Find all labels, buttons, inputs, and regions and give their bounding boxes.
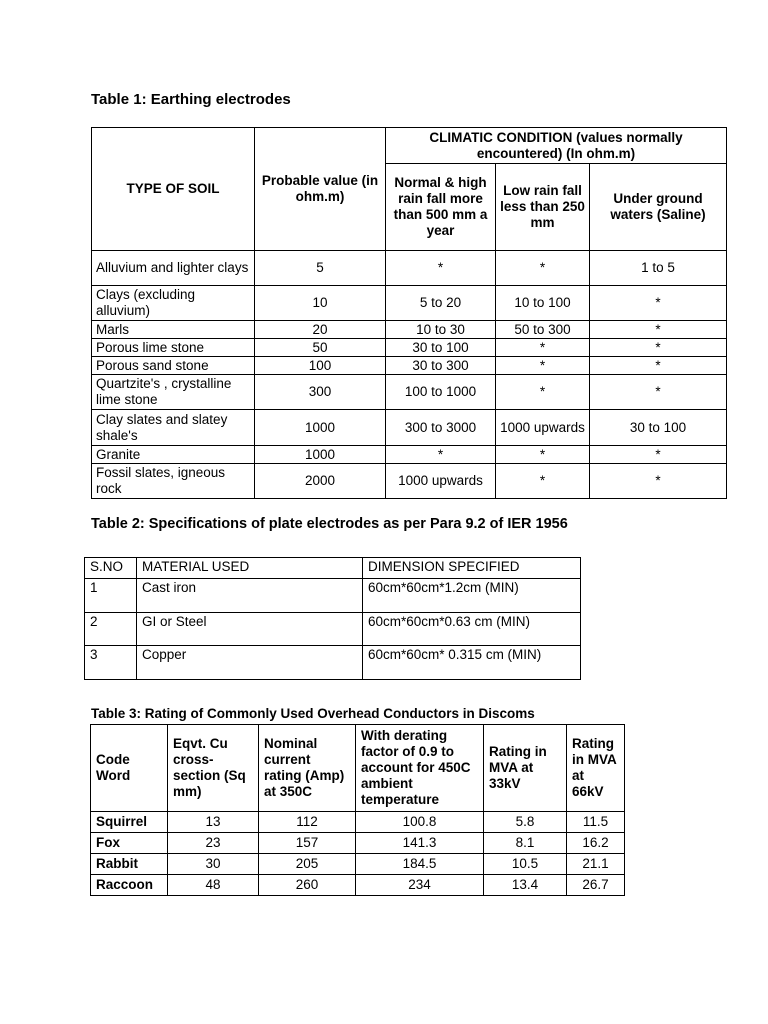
saline-cell: * <box>590 464 727 499</box>
saline-cell: * <box>590 321 727 339</box>
cross-section-cell: 48 <box>168 875 259 896</box>
sno-cell: 2 <box>85 613 137 646</box>
mva-33kv-cell: 13.4 <box>484 875 567 896</box>
table-row <box>92 339 727 357</box>
table-row <box>92 446 727 464</box>
nominal-current-cell: 260 <box>259 875 356 896</box>
table1-title: Table 1: Earthing electrodes <box>91 91 291 108</box>
header-rating-66kv: Rating in MVA at 66kV <box>567 725 625 812</box>
table-row <box>85 646 581 680</box>
probable-cell: 100 <box>255 357 386 375</box>
soil-cell: Quartzite's , crystalline lime stone <box>92 375 255 410</box>
overhead-conductors-table <box>90 724 625 896</box>
derated-current-cell: 234 <box>356 875 484 896</box>
normal-rain-cell: 10 to 30 <box>386 321 496 339</box>
normal-rain-cell: 5 to 20 <box>386 286 496 321</box>
table-row <box>85 579 581 613</box>
header-low-rainfall: Low rain fall less than 250 mm <box>496 164 590 251</box>
derated-current-cell: 100.8 <box>356 812 484 833</box>
mva-33kv-cell: 8.1 <box>484 833 567 854</box>
header-type-of-soil: TYPE OF SOIL <box>92 128 255 251</box>
saline-cell: * <box>590 375 727 410</box>
header-normal-high-rainfall: Normal & high rain fall more than 500 mm a year <box>386 164 496 251</box>
normal-rain-cell: 300 to 3000 <box>386 410 496 446</box>
probable-cell: 50 <box>255 339 386 357</box>
low-rain-cell: * <box>496 375 590 410</box>
header-underground-saline: Under ground waters (Saline) <box>590 164 727 251</box>
code-word-cell: Raccoon <box>91 875 168 896</box>
soil-cell: Granite <box>92 446 255 464</box>
soil-cell: Porous lime stone <box>92 339 255 357</box>
header-probable-value: Probable value (in ohm.m) <box>255 128 386 251</box>
soil-cell: Porous sand stone <box>92 357 255 375</box>
soil-cell: Clay slates and slatey shale's <box>92 410 255 446</box>
header-dimension-specified: DIMENSION SPECIFIED <box>363 558 581 579</box>
code-word-cell: Squirrel <box>91 812 168 833</box>
normal-rain-cell: * <box>386 251 496 286</box>
mva-66kv-cell: 26.7 <box>567 875 625 896</box>
saline-cell: 30 to 100 <box>590 410 727 446</box>
low-rain-cell: 1000 upwards <box>496 410 590 446</box>
sno-cell: 3 <box>85 646 137 680</box>
table-row <box>91 854 625 875</box>
derated-current-cell: 184.5 <box>356 854 484 875</box>
table-row <box>85 613 581 646</box>
dimension-cell: 60cm*60cm* 0.315 cm (MIN) <box>363 646 581 680</box>
table-row <box>92 410 727 446</box>
mva-33kv-cell: 10.5 <box>484 854 567 875</box>
low-rain-cell: 10 to 100 <box>496 286 590 321</box>
cross-section-cell: 13 <box>168 812 259 833</box>
mva-66kv-cell: 11.5 <box>567 812 625 833</box>
probable-cell: 20 <box>255 321 386 339</box>
table3-title: Table 3: Rating of Commonly Used Overhead Conductors in Discoms <box>91 706 535 721</box>
low-rain-cell: * <box>496 251 590 286</box>
low-rain-cell: * <box>496 339 590 357</box>
plate-electrodes-table <box>84 557 581 680</box>
nominal-current-cell: 112 <box>259 812 356 833</box>
saline-cell: * <box>590 357 727 375</box>
header-rating-33kv: Rating in MVA at 33kV <box>484 725 567 812</box>
header-code-word: Code Word <box>91 725 168 812</box>
mva-66kv-cell: 16.2 <box>567 833 625 854</box>
nominal-current-cell: 205 <box>259 854 356 875</box>
table-row <box>91 812 625 833</box>
low-rain-cell: * <box>496 464 590 499</box>
table-row <box>92 321 727 339</box>
mva-66kv-cell: 21.1 <box>567 854 625 875</box>
table-row <box>92 251 727 286</box>
probable-cell: 2000 <box>255 464 386 499</box>
cross-section-cell: 23 <box>168 833 259 854</box>
saline-cell: * <box>590 339 727 357</box>
header-material-used: MATERIAL USED <box>137 558 363 579</box>
code-word-cell: Fox <box>91 833 168 854</box>
normal-rain-cell: 100 to 1000 <box>386 375 496 410</box>
derated-current-cell: 141.3 <box>356 833 484 854</box>
table-row <box>92 375 727 410</box>
low-rain-cell: * <box>496 357 590 375</box>
low-rain-cell: * <box>496 446 590 464</box>
saline-cell: * <box>590 286 727 321</box>
soil-cell: Marls <box>92 321 255 339</box>
material-cell: Copper <box>137 646 363 680</box>
material-cell: Cast iron <box>137 579 363 613</box>
soil-cell: Alluvium and lighter clays <box>92 251 255 286</box>
cross-section-cell: 30 <box>168 854 259 875</box>
header-derating-factor: With derating factor of 0.9 to account for 450C ambient temperature <box>356 725 484 812</box>
earthing-electrodes-table <box>91 127 727 499</box>
sno-cell: 1 <box>85 579 137 613</box>
code-word-cell: Rabbit <box>91 854 168 875</box>
probable-cell: 5 <box>255 251 386 286</box>
mva-33kv-cell: 5.8 <box>484 812 567 833</box>
normal-rain-cell: * <box>386 446 496 464</box>
table-row <box>92 464 727 499</box>
header-cu-cross-section: Eqvt. Cu cross-section (Sq mm) <box>168 725 259 812</box>
table2-title: Table 2: Specifications of plate electrodes as per Para 9.2 of IER 1956 <box>91 516 568 532</box>
nominal-current-cell: 157 <box>259 833 356 854</box>
soil-cell: Clays (excluding alluvium) <box>92 286 255 321</box>
normal-rain-cell: 1000 upwards <box>386 464 496 499</box>
probable-cell: 1000 <box>255 446 386 464</box>
normal-rain-cell: 30 to 300 <box>386 357 496 375</box>
table-row <box>91 875 625 896</box>
probable-cell: 300 <box>255 375 386 410</box>
probable-cell: 10 <box>255 286 386 321</box>
header-sno: S.NO <box>85 558 137 579</box>
saline-cell: 1 to 5 <box>590 251 727 286</box>
table-row <box>92 357 727 375</box>
table-row <box>91 833 625 854</box>
normal-rain-cell: 30 to 100 <box>386 339 496 357</box>
low-rain-cell: 50 to 300 <box>496 321 590 339</box>
saline-cell: * <box>590 446 727 464</box>
dimension-cell: 60cm*60cm*1.2cm (MIN) <box>363 579 581 613</box>
table-row <box>92 286 727 321</box>
dimension-cell: 60cm*60cm*0.63 cm (MIN) <box>363 613 581 646</box>
probable-cell: 1000 <box>255 410 386 446</box>
soil-cell: Fossil slates, igneous rock <box>92 464 255 499</box>
header-climatic-condition: CLIMATIC CONDITION (values normally encountered) (In ohm.m) <box>386 128 727 164</box>
material-cell: GI or Steel <box>137 613 363 646</box>
header-nominal-current: Nominal current rating (Amp) at 350C <box>259 725 356 812</box>
